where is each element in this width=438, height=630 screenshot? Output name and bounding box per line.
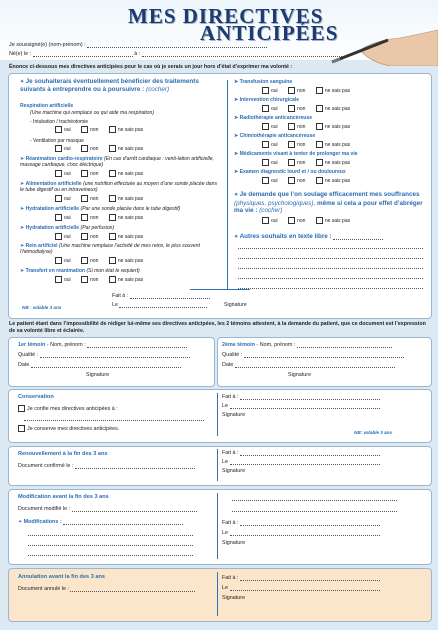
hydration-infusion-options	[55, 233, 152, 240]
option-no-label: non	[297, 87, 306, 94]
renewal-doc-label: Document confirmé le :	[18, 463, 74, 469]
witness-1-name-label: Nom, prénom :	[50, 342, 86, 348]
alimentation-item	[20, 181, 220, 193]
option-yes-label: oui	[271, 87, 278, 94]
free-text-line-3[interactable]	[238, 263, 423, 269]
modification-note-line-2[interactable]	[232, 506, 397, 512]
conservation-divider	[217, 393, 218, 436]
right-item-6	[234, 169, 346, 175]
modification-date-field[interactable]	[230, 530, 380, 536]
alimentation-unknown-checkbox[interactable]	[109, 195, 116, 202]
option-no-label: non	[90, 195, 99, 202]
chemotherapy-unknown-checkbox[interactable]	[316, 141, 323, 148]
modification-done-at-field[interactable]	[240, 520, 380, 526]
arrow-icon: ➤	[20, 268, 26, 274]
relief-note: (physiques, psychologiques),	[234, 199, 316, 207]
right-item-4	[234, 133, 315, 139]
renewal-divider	[217, 449, 218, 481]
exam-label: Examen diagnostic lourd et / ou douloureux	[239, 169, 346, 175]
transfusion-label: Transfusion sanguine	[239, 79, 293, 85]
conservation-date-label: Le	[222, 403, 228, 409]
renewal-signature: Signature	[222, 468, 246, 474]
modification-doc-line	[18, 506, 197, 512]
right-item-1	[234, 79, 292, 85]
transfusion-options	[262, 87, 359, 94]
reanimation-label: Réanimation cardio-respiratoire	[25, 156, 103, 162]
life-prolonging-unknown-checkbox[interactable]	[316, 159, 323, 166]
reanimation-options	[55, 170, 152, 177]
life-prolonging-label: Médicaments visant à tenter de prolonger ma vie	[239, 151, 358, 157]
radiotherapy-yes-checkbox[interactable]	[262, 123, 269, 130]
witness-1-quality-label: Qualité :	[18, 352, 39, 358]
reanimation-desc: (En cas d’arrêt cardiaque : venti-lation artificielle, massage cardiaque, choc électrique)	[20, 156, 214, 168]
done-at-field[interactable]	[130, 293, 210, 299]
relief-heading	[234, 191, 424, 215]
arrow-icon: ➤	[20, 206, 26, 212]
option-no-label: non	[90, 233, 99, 240]
confide-line	[18, 405, 118, 412]
witness-1-name-line	[18, 342, 187, 348]
kidney-no-checkbox[interactable]	[81, 257, 88, 264]
option-unknown-label: ne sais pas	[117, 195, 144, 202]
option-yes-label: oui	[271, 217, 278, 224]
icu-transfer-unknown-checkbox[interactable]	[109, 276, 116, 283]
witness-2-name-line	[222, 342, 392, 348]
option-yes-label: oui	[64, 214, 71, 221]
relief-no-checkbox[interactable]	[288, 217, 295, 224]
intubation-options	[55, 126, 152, 133]
hydration-probe-item	[20, 206, 225, 212]
option-yes-label: oui	[271, 159, 278, 166]
modifications-field[interactable]	[63, 519, 183, 525]
option-unknown-label: ne sais pas	[117, 276, 144, 283]
witness-1-date-label: Date	[18, 362, 30, 368]
arrow-icon: ➤	[234, 169, 240, 175]
icu-transfer-no-checkbox[interactable]	[81, 276, 88, 283]
kidney-options	[55, 257, 152, 264]
date-label: Le	[112, 302, 118, 308]
done-at-line	[112, 293, 210, 299]
modification-divider	[217, 493, 218, 559]
right-item-2	[234, 97, 299, 103]
arrow-icon: ➤	[234, 133, 240, 139]
kidney-label: Rein artificiel	[25, 243, 58, 249]
option-yes-label: oui	[271, 123, 278, 130]
cancellation-date-field[interactable]	[230, 585, 380, 591]
arrow-icon: ➤	[234, 97, 240, 103]
alimentation-label: Alimentation artificielle	[25, 181, 82, 187]
intro-text: Énonce ci-dessous mes directives anticipées pour le cas où je serais un jour hors d’état d’exprimer ma volonté :	[9, 64, 293, 70]
option-unknown-label: ne sais pas	[117, 170, 144, 177]
option-no-label: non	[90, 170, 99, 177]
renewal-done-at-label: Fait à :	[222, 450, 239, 456]
transfusion-yes-checkbox[interactable]	[262, 87, 269, 94]
modification-note-line-1[interactable]	[232, 495, 397, 501]
option-yes-label: oui	[64, 276, 71, 283]
option-unknown-label: ne sais pas	[117, 145, 144, 152]
hydration-probe-unknown-checkbox[interactable]	[109, 214, 116, 221]
exam-no-checkbox[interactable]	[288, 177, 295, 184]
renewal-date-field[interactable]	[230, 459, 380, 465]
modification-done-at	[222, 520, 380, 526]
renewal-date-label: Le	[222, 459, 228, 465]
option-no-label: non	[297, 177, 306, 184]
modifications-line	[18, 519, 183, 525]
life-prolonging-options	[262, 159, 359, 166]
renewal-doc-line	[18, 463, 195, 469]
reanimation-unknown-checkbox[interactable]	[109, 170, 116, 177]
arrow-icon: ➤	[20, 181, 26, 187]
option-unknown-label: ne sais pas	[117, 233, 144, 240]
surgery-unknown-checkbox[interactable]	[316, 105, 323, 112]
hydration-infusion-desc: (Par perfusion)	[80, 225, 115, 231]
kidney-unknown-checkbox[interactable]	[109, 257, 116, 264]
exam-yes-checkbox[interactable]	[262, 177, 269, 184]
option-no-label: non	[297, 105, 306, 112]
date-field[interactable]	[119, 302, 207, 308]
conservation-validity: NB: valable 3 ans	[354, 430, 393, 435]
alimentation-options	[55, 195, 152, 202]
arrow-icon: ➤	[234, 151, 240, 157]
relief-unknown-checkbox[interactable]	[316, 217, 323, 224]
name-field[interactable]	[87, 42, 267, 48]
respiration-label: Respiration artificielle	[20, 103, 74, 109]
hand-pen-icon	[330, 10, 438, 66]
intubation-yes-checkbox[interactable]	[55, 126, 62, 133]
option-yes-label: oui	[64, 257, 71, 264]
icu-transfer-item	[20, 268, 220, 274]
option-yes-label: oui	[64, 195, 71, 202]
option-unknown-label: ne sais pas	[324, 159, 351, 166]
ventilation-yes-checkbox[interactable]	[55, 145, 62, 152]
hydration-infusion-item	[20, 225, 220, 231]
renewal-title: Renouvellement à la fin des 3 ans	[18, 451, 108, 457]
ventilation-label: - Ventilation par masque	[30, 138, 84, 144]
other-wishes-label: Autres souhaits en texte libre :	[239, 233, 332, 240]
witness-2-name-label: Nom, prénom :	[259, 342, 296, 348]
icu-transfer-yes-checkbox[interactable]	[55, 276, 62, 283]
icu-transfer-options	[55, 276, 152, 283]
transfusion-unknown-checkbox[interactable]	[316, 87, 323, 94]
left-heading	[20, 78, 220, 93]
renewal-date	[222, 459, 380, 465]
alimentation-yes-checkbox[interactable]	[55, 195, 62, 202]
witness-2-title: 2ème témoin -	[222, 342, 259, 348]
radiotherapy-label: Radiothérapie anticancéreuse	[239, 115, 313, 121]
name-label: Je soussigné(e) (nom-prénom) :	[9, 42, 86, 48]
relief-cocher: (cocher)	[259, 207, 283, 214]
cancellation-date	[222, 585, 380, 591]
confide-label: Je confie mes directives anticipées à :	[27, 405, 118, 412]
witness-1-date-line	[18, 362, 181, 368]
right-item-5	[234, 151, 358, 157]
confide-field[interactable]	[24, 415, 204, 421]
free-text-line-4[interactable]	[238, 273, 423, 279]
arrow-icon: ➤	[20, 243, 26, 249]
relief-options	[262, 217, 359, 224]
relief-end: même si cela a pour effet d’abréger ma vie :	[234, 199, 423, 214]
kidney-desc: (Une machine remplace l’activité de mes reins, le plus souvent l’hémodialyse)	[20, 243, 201, 255]
option-unknown-label: ne sais pas	[117, 257, 144, 264]
right-item-3	[234, 115, 312, 121]
option-unknown-label: ne sais pas	[324, 123, 351, 130]
hydration-probe-yes-checkbox[interactable]	[55, 214, 62, 221]
option-unknown-label: ne sais pas	[324, 141, 351, 148]
life-prolonging-no-checkbox[interactable]	[288, 159, 295, 166]
witness-1-quality-line	[18, 352, 190, 358]
name-line	[9, 42, 267, 48]
born-label: Né(e) le :	[9, 51, 32, 57]
hydration-probe-desc: (Par une sonde placée dans le tube digestif)	[80, 206, 181, 212]
intubation-unknown-checkbox[interactable]	[109, 126, 116, 133]
ventilation-unknown-checkbox[interactable]	[109, 145, 116, 152]
icu-transfer-desc: (Si mon état le requiert)	[86, 268, 140, 274]
option-yes-label: oui	[64, 170, 71, 177]
modifications-line-2[interactable]	[28, 540, 193, 546]
witness-2-name-field[interactable]	[297, 342, 392, 348]
option-unknown-label: ne sais pas	[324, 87, 351, 94]
witness-2-quality-line	[222, 352, 404, 358]
bullet-icon: ✦	[20, 79, 26, 85]
option-yes-label: oui	[271, 141, 278, 148]
surgery-options	[262, 105, 359, 112]
chemotherapy-options	[262, 141, 359, 148]
exam-unknown-checkbox[interactable]	[316, 177, 323, 184]
option-no-label: non	[297, 123, 306, 130]
free-text-line-2[interactable]	[238, 253, 423, 259]
witness-2-quality-field[interactable]	[244, 352, 404, 358]
witness-1-title: 1er témoin -	[18, 342, 49, 348]
reanimation-item	[20, 156, 220, 168]
cancellation-title: Annulation avant la fin des 3 ans	[18, 574, 106, 580]
relief-yes-checkbox[interactable]	[262, 217, 269, 224]
birth-place-field[interactable]	[142, 51, 342, 57]
hydration-probe-options	[55, 214, 152, 221]
title-line-2: ANTICIPÉES	[200, 21, 339, 45]
cancellation-done-at-field[interactable]	[240, 575, 380, 581]
modification-doc-field[interactable]	[72, 506, 197, 512]
birth-line	[9, 51, 342, 57]
intubation-label: - Intubation / trachéotomie	[30, 119, 89, 125]
chemotherapy-yes-checkbox[interactable]	[262, 141, 269, 148]
other-wishes-field[interactable]	[333, 234, 383, 240]
reanimation-yes-checkbox[interactable]	[55, 170, 62, 177]
option-no-label: non	[90, 145, 99, 152]
conservation-date	[222, 403, 380, 409]
hydration-probe-no-checkbox[interactable]	[81, 214, 88, 221]
witness-2-signature: Signature	[288, 372, 312, 378]
option-yes-label: oui	[64, 145, 71, 152]
birth-place-label: à :	[134, 51, 141, 57]
ventilation-options	[55, 145, 152, 152]
modification-date-label: Le	[222, 530, 228, 536]
option-no-label: non	[297, 217, 306, 224]
option-unknown-label: ne sais pas	[324, 177, 351, 184]
witness-1-quality-field[interactable]	[40, 352, 190, 358]
reanimation-no-checkbox[interactable]	[81, 170, 88, 177]
cancellation-date-label: Le	[222, 585, 228, 591]
modification-signature: Signature	[222, 540, 246, 546]
radiotherapy-no-checkbox[interactable]	[288, 123, 295, 130]
cancellation-divider	[217, 572, 218, 616]
done-at-label: Fait à :	[112, 293, 129, 299]
arrow-icon: ➤	[20, 156, 26, 162]
radiotherapy-options	[262, 123, 359, 130]
hydration-infusion-label: Hydratation artificielle	[25, 225, 80, 231]
keep-line	[18, 425, 119, 432]
cancellation-doc-line	[18, 586, 195, 592]
witness-2-date-line	[222, 362, 395, 368]
column-divider	[227, 80, 228, 290]
renewal-done-at	[222, 450, 380, 456]
modification-date	[222, 530, 380, 536]
radiotherapy-unknown-checkbox[interactable]	[316, 123, 323, 130]
modifications-line-3[interactable]	[28, 550, 193, 556]
chemotherapy-no-checkbox[interactable]	[288, 141, 295, 148]
date-line	[112, 302, 207, 308]
title-line-1: MES DIRECTIVES	[128, 4, 324, 28]
kidney-item	[20, 243, 220, 255]
hydration-infusion-yes-checkbox[interactable]	[55, 233, 62, 240]
witness-1-signature: Signature	[86, 372, 110, 378]
modifications-line-1[interactable]	[28, 530, 193, 536]
conservation-done-at-label: Fait à :	[222, 394, 239, 400]
option-no-label: non	[297, 159, 306, 166]
cancellation-done-at-label: Fait à :	[222, 575, 239, 581]
keep-label: Je conserve mes directives anticipées.	[27, 425, 120, 432]
option-no-label: non	[297, 141, 306, 148]
option-yes-label: oui	[271, 177, 278, 184]
signature-divider	[190, 289, 250, 290]
relief-text: Je demande que l’on soulage efficacement mes souffrances	[239, 191, 420, 198]
option-yes-label: oui	[64, 233, 71, 240]
option-unknown-label: ne sais pas	[117, 214, 144, 221]
renewal-doc-field[interactable]	[75, 463, 195, 469]
cancellation-doc-label: Document annulé le :	[18, 586, 69, 592]
witness-2-date-field[interactable]	[235, 362, 395, 368]
intubation-no-checkbox[interactable]	[81, 126, 88, 133]
renewal-done-at-field[interactable]	[240, 450, 380, 456]
arrow-icon: ➤	[20, 225, 26, 231]
surgery-label: Intervention chirurgicale	[239, 97, 300, 103]
option-unknown-label: ne sais pas	[324, 217, 351, 224]
conservation-done-at-field[interactable]	[240, 394, 380, 400]
witness-1-name-field[interactable]	[87, 342, 187, 348]
free-text-line-5[interactable]	[238, 283, 423, 289]
icu-transfer-label: Transfert en réanimation	[25, 268, 86, 274]
kidney-yes-checkbox[interactable]	[55, 257, 62, 264]
exam-options	[262, 177, 359, 184]
birth-date-field[interactable]	[33, 51, 133, 57]
option-yes-label: oui	[64, 126, 71, 133]
modification-done-at-label: Fait à :	[222, 520, 239, 526]
keep-checkbox[interactable]	[18, 425, 25, 432]
validity-note: NB : valable 3 ans	[22, 305, 62, 310]
cancellation-signature: Signature	[222, 595, 246, 601]
bullet-icon: ✦	[18, 519, 24, 525]
bullet-icon: ✦	[234, 234, 240, 240]
surgery-no-checkbox[interactable]	[288, 105, 295, 112]
hydration-infusion-no-checkbox[interactable]	[81, 233, 88, 240]
option-unknown-label: ne sais pas	[117, 126, 144, 133]
chemotherapy-label: Chimiothérapie anticancéreuse	[239, 133, 316, 139]
left-heading-text: Je souhaiterais éventuellement bénéficier des traitements suivants à entreprendre ou à poursuivre :	[20, 78, 199, 93]
signature-label: Signature	[224, 302, 247, 308]
option-no-label: non	[90, 257, 99, 264]
arrow-icon: ➤	[234, 115, 240, 121]
alimentation-no-checkbox[interactable]	[81, 195, 88, 202]
alimentation-desc: (une nutrition effectuée au moyen d’une sonde placée dans le tube digestif ou en intraveineux)	[20, 181, 218, 193]
conservation-done-at	[222, 394, 380, 400]
witness-2-quality-label: Qualité :	[222, 352, 243, 358]
life-prolonging-yes-checkbox[interactable]	[262, 159, 269, 166]
other-wishes-heading	[234, 233, 383, 240]
left-heading-note: (cocher)	[145, 86, 170, 93]
option-unknown-label: ne sais pas	[324, 105, 351, 112]
hydration-infusion-unknown-checkbox[interactable]	[109, 233, 116, 240]
respiration-item	[20, 103, 220, 109]
modification-doc-label: Document modifié le :	[18, 506, 71, 512]
arrow-icon: ➤	[234, 79, 240, 85]
conservation-title: Conservation	[18, 394, 54, 400]
confide-checkbox[interactable]	[18, 405, 25, 412]
option-no-label: non	[90, 126, 99, 133]
modifications-label: Modifications :	[23, 519, 62, 525]
free-text-line-1[interactable]	[238, 243, 423, 249]
conservation-signature: Signature	[222, 412, 246, 418]
modification-title: Modification avant la fin des 3 ans	[18, 494, 109, 500]
option-no-label: non	[90, 214, 99, 221]
witness-1-date-field[interactable]	[31, 362, 181, 368]
cancellation-doc-field[interactable]	[70, 586, 195, 592]
witness-intro: Le patient étant dans l’impossibilité de rédiger lui-même ses directives anticipées, les 2 témoins attestent, à la demande du patient, que ce document est l’expression de sa volonté libre et éclairée.	[9, 321, 426, 334]
respiration-desc: (Une machine qui remplace ou qui aide ma respiration)	[30, 110, 155, 116]
surgery-yes-checkbox[interactable]	[262, 105, 269, 112]
cancellation-done-at	[222, 575, 380, 581]
ventilation-no-checkbox[interactable]	[81, 145, 88, 152]
hydration-probe-label: Hydratation artificielle	[25, 206, 80, 212]
bullet-icon: ✦	[234, 192, 240, 198]
conservation-date-field[interactable]	[230, 403, 380, 409]
witness-2-date-label: Date	[222, 362, 234, 368]
transfusion-no-checkbox[interactable]	[288, 87, 295, 94]
option-yes-label: oui	[271, 105, 278, 112]
option-no-label: non	[90, 276, 99, 283]
